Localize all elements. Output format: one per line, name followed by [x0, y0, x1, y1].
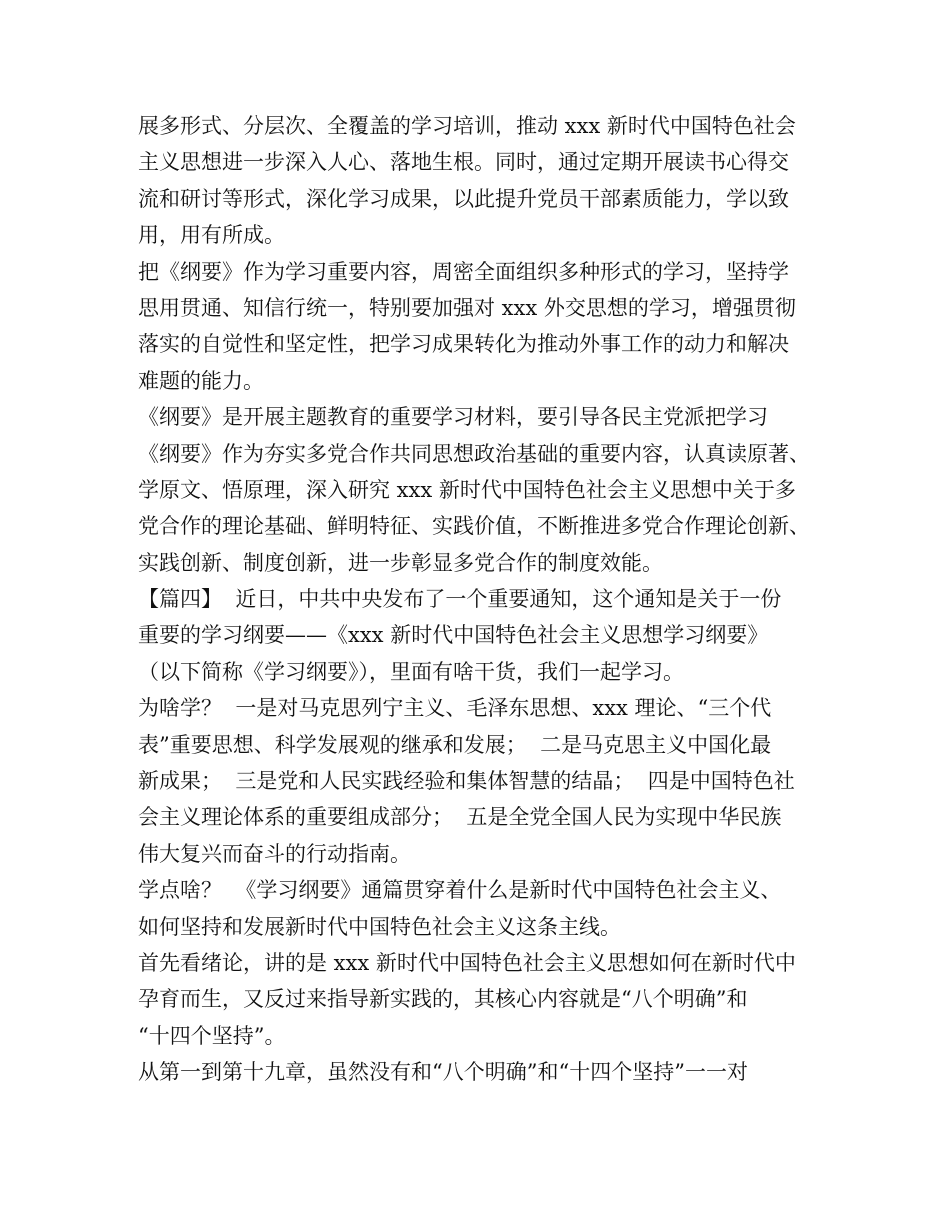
text-line-23: 如何坚持和发展新时代中国特色社会主义这条主线。: [138, 914, 621, 939]
text-line-1: 展多形式、分层次、全覆盖的学习培训，推动 xxx 新时代中国特色社会: [138, 114, 796, 138]
text-line-22: 学点啥？ 《学习纲要》通篇贯穿着什么是新时代中国特色社会主义、: [138, 878, 782, 903]
text-line-13: 实践创新、制度创新，进一步彰显多党合作的制度效能。: [138, 550, 663, 575]
text-line-27: 从第一到第十九章，虽然没有和“八个明确”和“十四个坚持”一一对: [138, 1060, 748, 1085]
text-line-25: 孕育而生，又反过来指导新实践的，其核心内容就是“八个明确”和: [138, 987, 748, 1012]
text-line-10: 《纲要》作为夯实多党合作共同思想政治基础的重要内容，认真读原著、: [138, 441, 810, 466]
text-line-3: 流和研讨等形式，深化学习成果，以此提升党员干部素质能力，学以致: [138, 186, 789, 211]
text-line-18: 表”重要思想、科学发展观的继承和发展； 二是马克思主义中国化最: [138, 732, 772, 757]
text-line-5: 把《纲要》作为学习重要内容，周密全面组织多种形式的学习，坚持学: [138, 259, 789, 284]
text-line-14: 【篇四】 近日，中共中央发布了一个重要通知，这个通知是关于一份: [138, 587, 782, 612]
text-line-12: 党合作的理论基础、鲜明特征、实践价值，不断推进多党合作理论创新、: [138, 514, 810, 539]
text-line-16: （以下简称《学习纲要》），里面有啥干货，我们一起学习。: [138, 659, 684, 684]
text-line-20: 会主义理论体系的重要组成部分； 五是全党全国人民为实现中华民族: [138, 805, 782, 830]
text-line-9: 《纲要》是开展主题教育的重要学习材料，要引导各民主党派把学习: [138, 405, 768, 430]
text-line-11: 学原文、悟原理，深入研究 xxx 新时代中国特色社会主义思想中关于多: [138, 477, 796, 502]
text-line-21: 伟大复兴而奋斗的行动指南。: [138, 841, 411, 866]
text-line-24: 首先看绪论，讲的是 xxx 新时代中国特色社会主义思想如何在新时代中: [138, 950, 796, 975]
text-line-15: 重要的学习纲要——《xxx 新时代中国特色社会主义思想学习纲要》: [138, 623, 769, 648]
text-line-7: 落实的自觉性和坚定性，把学习成果转化为推动外事工作的动力和解决: [138, 332, 789, 357]
text-line-2: 主义思想进一步深入人心、落地生根。同时，通过定期开展读书心得交: [138, 150, 789, 175]
text-line-8: 难题的能力。: [138, 368, 264, 393]
text-line-19: 新成果； 三是党和人民实践经验和集体智慧的结晶； 四是中国特色社: [138, 769, 795, 794]
text-line-26: “十四个坚持”。: [138, 1023, 286, 1048]
document-body: [138, 108, 828, 1091]
text-line-6: 思用贯通、知信行统一，特别要加强对 xxx 外交思想的学习，增强贯彻: [138, 295, 796, 320]
text-line-17: 为啥学？ 一是对马克思列宁主义、毛泽东思想、xxx 理论、“三个代: [138, 696, 772, 721]
text-line-4: 用，用有所成。: [138, 223, 285, 248]
